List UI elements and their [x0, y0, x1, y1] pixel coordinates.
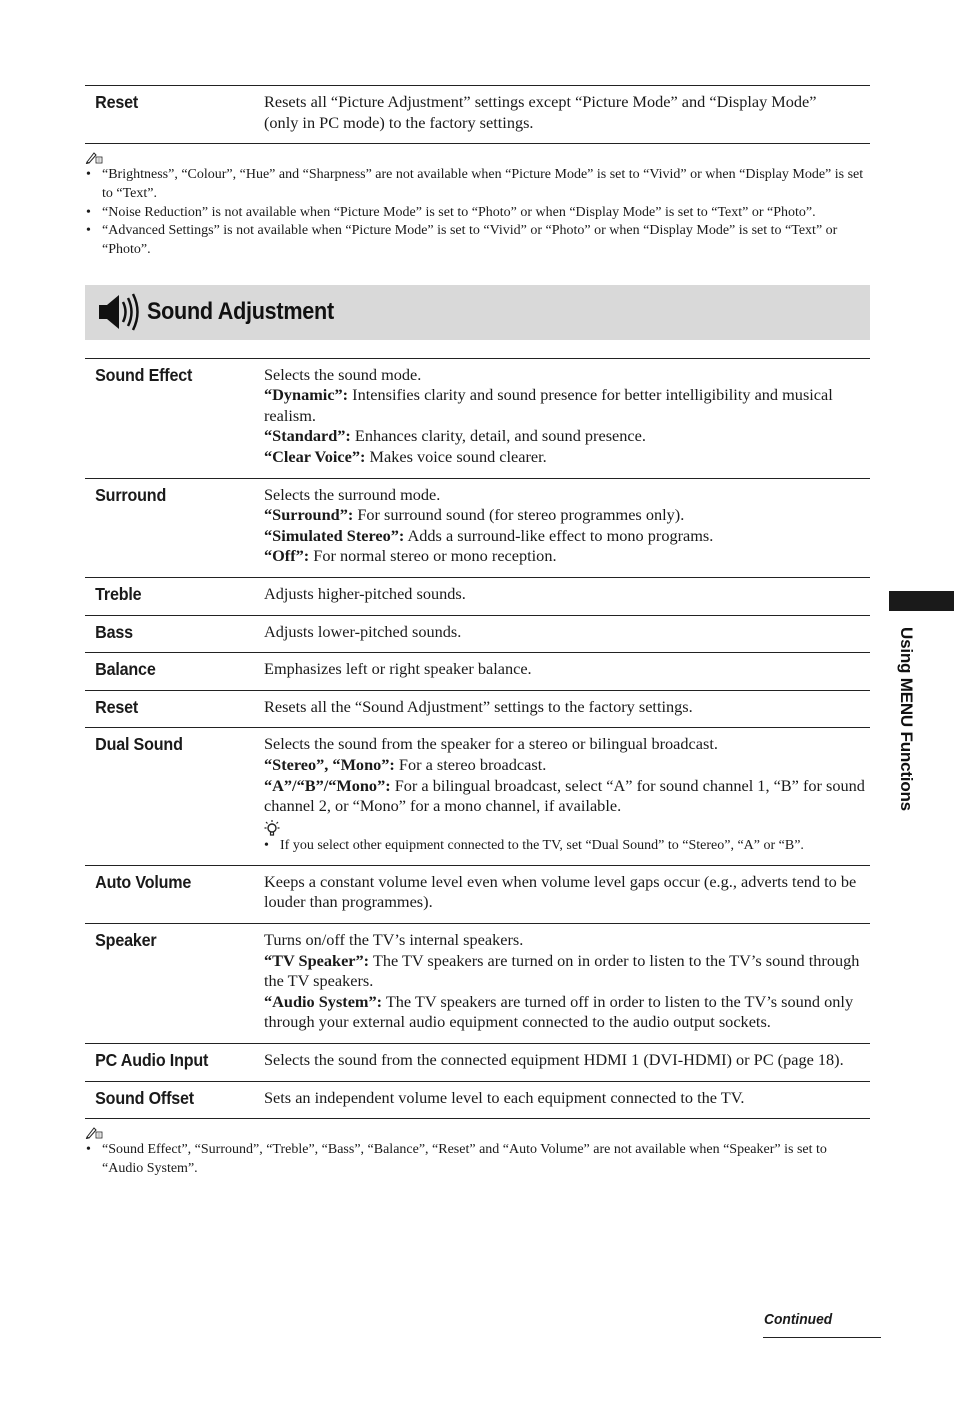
description-line: [264, 447, 870, 468]
setting-term: Reset: [95, 696, 139, 717]
option-name: “Standard”:: [264, 426, 351, 446]
description-text: Selects the sound from the speaker for a stereo or bilingual broadcast.: [264, 734, 718, 754]
setting-row: [85, 577, 870, 615]
setting-description: [264, 930, 870, 1033]
description-line: [264, 92, 870, 113]
note-item: • “Sound Effect”, “Surround”, “Treble”, “Bass”, “Balance”, “Reset” and “Auto Volume” are not available when “Speaker” is set to “Audio System”.: [85, 1141, 870, 1178]
continued-rule: [763, 1337, 881, 1338]
option-name: “Dynamic”:: [264, 385, 349, 405]
description-line: [264, 385, 870, 426]
section-title: Sound Adjustment: [147, 298, 334, 326]
table-bottom-rule: [85, 1118, 870, 1119]
description-line: [264, 426, 870, 447]
setting-description: [264, 872, 870, 913]
setting-row: [85, 690, 870, 728]
description-text: Resets all “Picture Adjustment” settings except “Picture Mode” and “Display Mode”: [264, 92, 817, 111]
description-text: Adjusts higher-pitched sounds.: [264, 584, 466, 604]
setting-row: [85, 358, 870, 478]
description-line: [264, 776, 870, 817]
setting-term: Sound Effect: [95, 364, 193, 385]
setting-term: PC Audio Input: [95, 1049, 209, 1070]
description-line: [264, 622, 870, 643]
side-tab-marker: [889, 591, 954, 611]
picture-settings-table: [85, 85, 870, 143]
hint-item: • If you select other equipment connected to the TV, set “Dual Sound” to “Stereo”, “A” or “B”.: [264, 837, 870, 855]
description-text: For a bilingual broadcast, select “A” for sound channel 1, “B” for sound channel 2, or “Mono” for a mono channel, if available.: [264, 775, 865, 816]
sound-settings-table: [85, 358, 870, 1118]
continued-label: Continued: [764, 1311, 833, 1328]
description-text: Emphasizes left or right speaker balance.: [264, 659, 532, 679]
description-line: [264, 1050, 870, 1071]
description-text: For a stereo broadcast.: [394, 755, 547, 775]
description-line: [264, 872, 870, 913]
page-content: [85, 85, 870, 1179]
setting-term: Balance: [95, 659, 156, 680]
setting-description: [264, 92, 870, 133]
description-line: [264, 992, 870, 1033]
section-banner: [85, 285, 870, 340]
option-name: “Simulated Stereo”:: [264, 525, 405, 545]
note-item: • “Advanced Settings” is not available when “Picture Mode” is set to “Vivid” or “Photo” or when “Display Mode” is set to “Text” or “Photo”.: [85, 222, 870, 259]
side-section-label: Using MENU Functions: [897, 627, 916, 811]
note-pencil-icon: [85, 1125, 105, 1139]
description-text: For normal stereo or mono reception.: [309, 546, 557, 566]
option-name: “Stereo”, “Mono”:: [264, 755, 395, 775]
setting-row: [85, 1081, 870, 1119]
setting-row: [85, 652, 870, 690]
setting-description: [264, 365, 870, 468]
setting-row: [85, 1043, 870, 1081]
description-line: [264, 526, 870, 547]
speaker-icon: [97, 292, 143, 332]
setting-description: [264, 1088, 870, 1109]
picture-notes: [85, 150, 870, 260]
setting-description: [264, 485, 870, 567]
description-line: [264, 951, 870, 992]
description-text: Selects the surround mode.: [264, 484, 441, 504]
setting-term: Sound Offset: [95, 1087, 194, 1108]
option-name: “A”/“B”/“Mono”:: [264, 775, 391, 795]
note-item: • “Noise Reduction” is not available when “Picture Mode” is set to “Photo” or when “Display Mode” is set to “Text” or “Photo”.: [85, 204, 870, 223]
setting-term: Reset: [95, 92, 139, 112]
setting-description: [264, 1050, 870, 1071]
description-line: [264, 113, 870, 134]
setting-term: Treble: [95, 584, 142, 605]
description-text: Intensifies clarity and sound presence for better intelligibility and musical realism.: [264, 385, 833, 425]
description-text: Adds a surround-like effect to mono programs.: [404, 525, 714, 545]
setting-description: [264, 697, 870, 718]
setting-description: [264, 734, 870, 854]
description-line: [264, 659, 870, 680]
description-line: [264, 546, 870, 567]
description-line: [264, 734, 870, 755]
description-text: Selects the sound from the connected equipment HDMI 1 (DVI-HDMI) or PC (page 18).: [264, 1049, 844, 1069]
description-text: Selects the sound mode.: [264, 364, 422, 384]
option-name: “Audio System”:: [264, 991, 383, 1011]
description-line: [264, 365, 870, 386]
description-text: (only in PC mode) to the factory settings.: [264, 112, 534, 132]
description-text: The TV speakers are turned off in order to listen to the TV’s sound only through your external audio equipment connected to the audio output sockets.: [264, 991, 854, 1032]
option-name: “TV Speaker”:: [264, 950, 370, 970]
setting-row: [85, 865, 870, 923]
picture-notes-list: [85, 166, 870, 260]
setting-description: [264, 622, 870, 643]
description-line: [264, 697, 870, 718]
setting-row: [85, 923, 870, 1043]
setting-description: [264, 659, 870, 680]
description-text: Keeps a constant volume level even when volume level gaps occur (e.g., adverts tend to be louder than programmes).: [264, 871, 857, 912]
sound-notes-list: [85, 1141, 870, 1178]
description-text: Turns on/off the TV’s internal speakers.: [264, 929, 524, 949]
setting-row: [85, 478, 870, 577]
setting-row: [85, 727, 870, 864]
hint-bulb-icon: [264, 819, 280, 837]
description-text: For surround sound (for stereo programmes only).: [353, 505, 685, 525]
description-text: The TV speakers are turned on in order to listen to the TV’s sound through the TV speakers.: [264, 950, 860, 991]
setting-row: [85, 85, 870, 143]
description-text: Resets all the “Sound Adjustment” settings to the factory settings.: [264, 696, 693, 716]
description-text: Makes voice sound clearer.: [365, 447, 547, 467]
description-line: [264, 1088, 870, 1109]
description-text: Enhances clarity, detail, and sound presence.: [350, 426, 646, 446]
description-line: [264, 755, 870, 776]
description-line: [264, 485, 870, 506]
setting-term: Surround: [95, 484, 167, 505]
option-name: “Surround”:: [264, 505, 354, 525]
description-line: [264, 505, 870, 526]
option-name: “Clear Voice”:: [264, 447, 366, 467]
setting-term: Bass: [95, 621, 133, 642]
hint-list: [264, 837, 870, 855]
setting-row: [85, 615, 870, 653]
description-text: Sets an independent volume level to each equipment connected to the TV.: [264, 1087, 745, 1107]
description-line: [264, 930, 870, 951]
table-bottom-rule: [85, 143, 870, 144]
setting-term: Speaker: [95, 929, 157, 950]
sound-notes: [85, 1125, 870, 1178]
setting-term: Auto Volume: [95, 871, 192, 892]
note-item: • “Brightness”, “Colour”, “Hue” and “Sharpness” are not available when “Picture Mode” is set to “Vivid” or when “Display Mode” is set to “Text”.: [85, 166, 870, 203]
setting-term: Dual Sound: [95, 734, 183, 755]
option-name: “Off”:: [264, 546, 310, 566]
setting-description: [264, 584, 870, 605]
note-pencil-icon: [85, 150, 105, 164]
description-line: [264, 584, 870, 605]
description-text: Adjusts lower-pitched sounds.: [264, 621, 462, 641]
